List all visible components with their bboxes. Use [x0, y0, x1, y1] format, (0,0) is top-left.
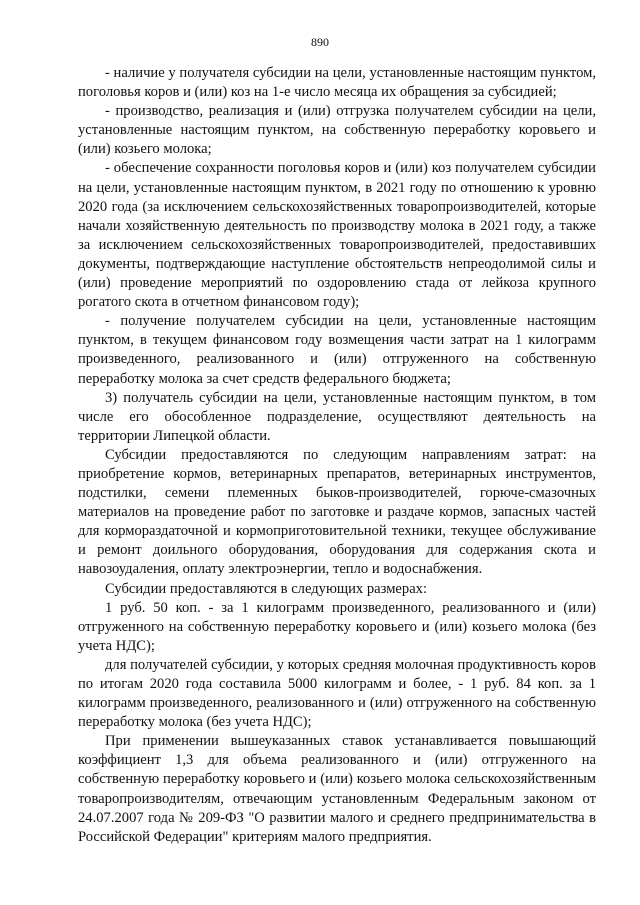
- document-body: [78, 64, 596, 847]
- paragraph-production-shipment: - производство, реализация и (или) отгрузка получателем субсидии на цели, установленные настоящим пунктом, на собственную переработку коровьего и (или) козьего молока;: [78, 103, 596, 158]
- paragraph-herd-preservation: - обеспечение сохранности поголовья коров и (или) коз получателем субсидии на цели, установленные настоящим пунктом, в 2021 году по отношению к уровню 2020 года (за исключением сельскохозяйственных товаропроизводителей, которые начали хозяйственную деятельность по производству молока в 2021 году, а также за исключением сельскохозяйственных товаропроизводителей, предоставивших документы, подтверждающие наступление обстоятельств непреодолимой силы и (или) проведение мероприятий по оздоровлению стада от лейкоза крупного рогатого скота в отчетном финансовом году);: [78, 160, 596, 311]
- paragraph-territory-condition: 3) получатель субсидии на цели, установленные настоящим пунктом, в том числе его обособленное подразделение, осуществляют деятельность на территории Липецкой области.: [78, 389, 596, 444]
- paragraph-increasing-coefficient: При применении вышеуказанных ставок устанавливается повышающий коэффициент 1,3 для объема реализованного и (или) отгруженного на собственную переработку коровьего и (или) козьего молока сельскохозяйственным товаропроизводителям, отвечающим установленным Федеральным законом от 24.07.2007 года № 209-ФЗ "О развитии малого и среднего предпринимательства в Российской Федерации" критериям малого предприятия.: [78, 733, 596, 845]
- paragraph-federal-reimbursement: - получение получателем субсидии на цели, установленные настоящим пунктом, в текущем финансовом году возмещения части затрат на 1 килограмм произведенного, реализованного и (или) отгруженного на собственную переработку молока за счет средств федерального бюджета;: [78, 313, 596, 387]
- paragraph-herd-presence: - наличие у получателя субсидии на цели, установленные настоящим пунктом, поголовья коров и (или) коз на 1-е число месяца их обращения за субсидией;: [78, 65, 596, 101]
- paragraph-cost-directions: Субсидии предоставляются по следующим направлениям затрат: на приобретение кормов, ветеринарных препаратов, ветеринарных инструментов, подстилки, семени племенных быков-производителей, горюче-смазочных материалов на проведение работ по заготовке и раздаче кормов, запасных частей для кормораздаточной и кормоприготовительной техники, текущее обслуживание и ремонт доильного оборудования, оборудования для содержания скота и навозоудаления, оплату электроэнергии, тепло и водоснабжения.: [78, 446, 596, 578]
- paragraph-subsidy-amounts-intro: Субсидии предоставляются в следующих размерах:: [105, 580, 428, 597]
- paragraph-high-yield-rate: для получателей субсидии, у которых средняя молочная продуктивность коров по итогам 2020 года составила 5000 килограмм и более, - 1 руб. 84 коп. за 1 килограмм произведенного, реализованного и (или) отгруженного на собственную переработку молока (без учета НДС);: [78, 656, 596, 731]
- page-number: 890: [311, 35, 329, 49]
- paragraph-base-rate: 1 руб. 50 коп. - за 1 килограмм произведенного, реализованного и (или) отгруженного на собственную переработку коровьего и (или) козьего молока (без учета НДС);: [78, 599, 596, 654]
